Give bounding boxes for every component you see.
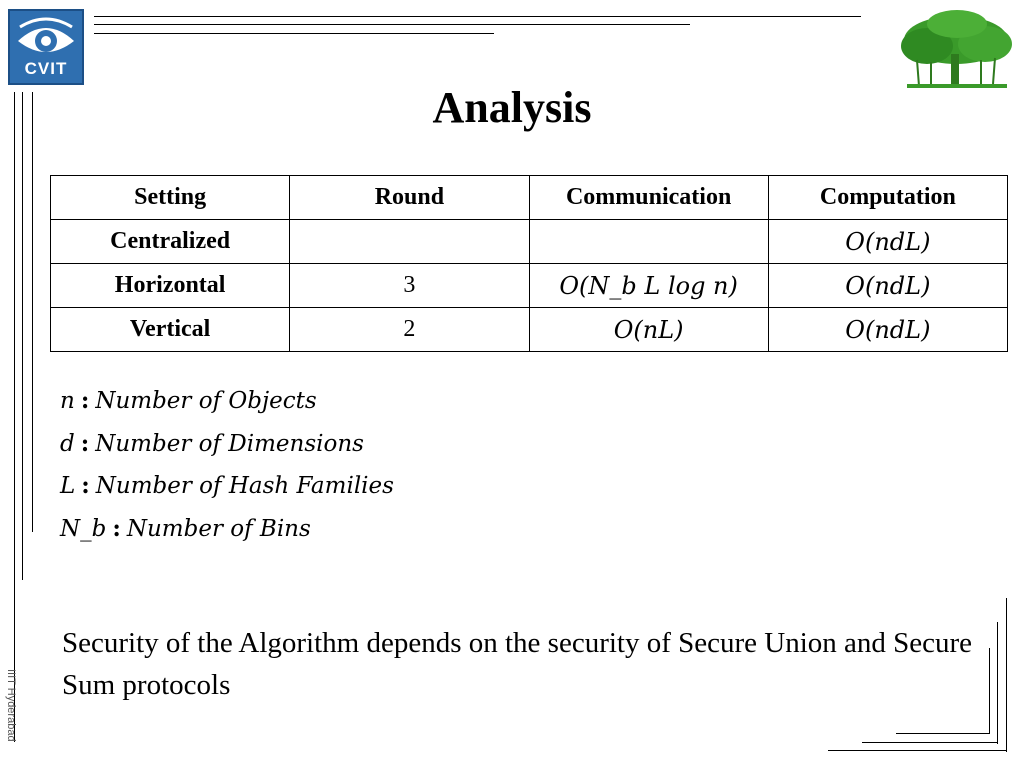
cvit-logo xyxy=(8,9,84,85)
legend-symbol: d xyxy=(60,430,75,457)
cell-round: 3 xyxy=(290,264,529,308)
legend-item: d : Number of Dimensions xyxy=(60,429,364,457)
top-rule-3 xyxy=(94,33,494,34)
column-header: Communication xyxy=(529,176,768,220)
cell-communication: O(N_b L log n) xyxy=(529,264,768,308)
column-header: Round xyxy=(290,176,529,220)
legend-symbol: N_b xyxy=(60,515,107,542)
table-header-row xyxy=(51,176,1008,220)
table-row xyxy=(51,264,1008,308)
column-header: Computation xyxy=(768,176,1007,220)
page-title: Analysis xyxy=(432,83,592,132)
legend-symbol: L xyxy=(60,473,76,499)
security-note: Security of the Algorithm depends on the security of Secure Union and Secure Sum protocols xyxy=(62,627,973,701)
table-row xyxy=(51,220,1008,264)
cell-communication: O(nL) xyxy=(529,308,768,352)
cell-round xyxy=(290,220,529,264)
symbol-legend xyxy=(60,385,394,555)
analysis-table xyxy=(50,175,1008,352)
legend-item: N_b : Number of Bins xyxy=(60,514,311,542)
legend-text: Number of Objects xyxy=(95,388,317,414)
br-rule-v2 xyxy=(997,622,998,744)
br-rule-v1 xyxy=(1006,598,1007,752)
cell-round: 2 xyxy=(290,308,529,352)
cell-setting: Centralized xyxy=(51,220,290,264)
left-rule-3 xyxy=(32,92,33,532)
br-rule-h3 xyxy=(896,733,990,734)
side-label: IIIT Hyderabad xyxy=(5,669,17,742)
table-row xyxy=(51,308,1008,352)
legend-item: n : Number of Objects xyxy=(60,387,317,414)
legend-text: Number of Dimensions xyxy=(95,430,364,457)
cell-computation: O(ndL) xyxy=(768,220,1007,264)
cell-computation: O(ndL) xyxy=(768,264,1007,308)
cell-setting: Vertical xyxy=(51,308,290,352)
legend-item: L : Number of Hash Families xyxy=(60,472,394,499)
left-rule-1 xyxy=(14,92,15,742)
cell-computation: O(ndL) xyxy=(768,308,1007,352)
br-rule-v3 xyxy=(989,648,990,734)
cell-communication xyxy=(529,220,768,264)
cell-setting: Horizontal xyxy=(51,264,290,308)
column-header: Setting xyxy=(51,176,290,220)
legend-symbol: n xyxy=(60,388,75,414)
br-rule-h1 xyxy=(828,750,1007,751)
left-rule-2 xyxy=(22,92,23,580)
legend-text: Number of Bins xyxy=(126,515,311,542)
br-rule-h2 xyxy=(862,742,998,743)
top-rule-1 xyxy=(94,16,861,17)
eye-icon xyxy=(10,13,82,63)
top-rule-2 xyxy=(94,24,690,25)
legend-text: Number of Hash Families xyxy=(95,473,394,499)
tree-icon xyxy=(897,8,1015,90)
logo-text: CVIT xyxy=(24,59,68,78)
